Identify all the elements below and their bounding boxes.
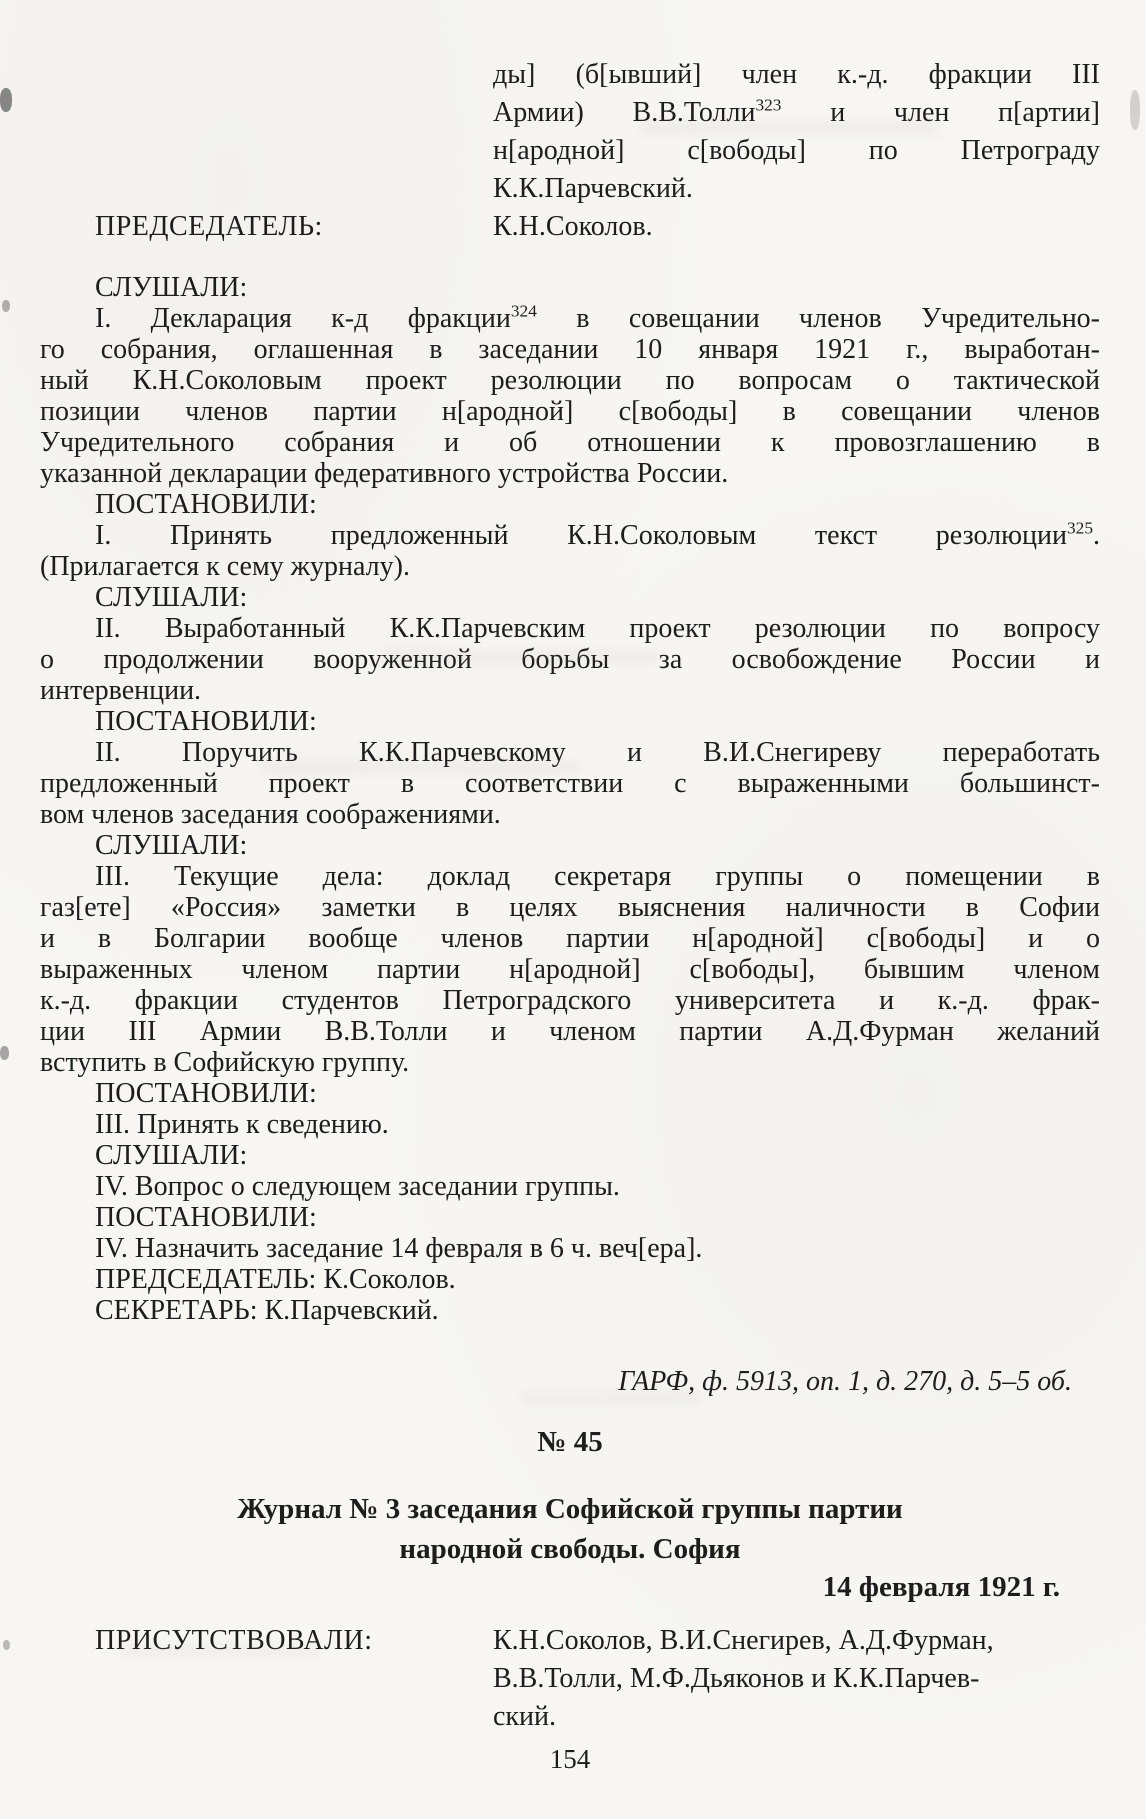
text-line: III. Принять к сведению. (95, 1109, 389, 1140)
archive-citation: ГАРФ, ф. 5913, оп. 1, д. 270, д. 5–5 об. (618, 1366, 1072, 1397)
text-line: к.-д. фракции студентов Петроградского университета и к.-д. фрак- (40, 985, 1100, 1016)
paragraph (40, 520, 1100, 582)
scan-speck (1130, 90, 1140, 130)
text-line: газ[ете] «Россия» заметки в целях выяснения наличности в Софии (40, 892, 1100, 923)
paragraph (40, 1109, 1100, 1140)
text-line: и в Болгарии вообще членов партии н[ародной] с[вободы] и о (40, 923, 1100, 954)
paragraph (40, 1140, 1100, 1171)
attendees-line: К.Н.Соколов, В.И.Снегирев, А.Д.Фурман, (493, 1625, 994, 1656)
text-line: СЛУШАЛИ: (95, 830, 248, 861)
scan-bleedthrough (120, 1645, 320, 1657)
text-line: СЛУШАЛИ: (95, 1140, 248, 1171)
attendees-block (40, 1622, 1100, 1736)
header-text-line: К.Н.Соколов. (493, 211, 653, 242)
text-line: ПРЕДСЕДАТЕЛЬ: К.Соколов. (95, 1264, 456, 1295)
paragraph (40, 1295, 1100, 1326)
text-line: вступить в Софийскую группу. (40, 1047, 410, 1078)
header-text-line: ды] (б[ывший] член к.-д. фракции III (493, 59, 1100, 90)
scan-bleedthrough (640, 120, 940, 136)
document-title (40, 1489, 1100, 1569)
text-line: I. Декларация к-д фракции$^{324}$ в совещании членов Учредительно- (95, 301, 1101, 334)
text-line: о продолжении вооруженной борьбы за освобождение России и (40, 644, 1100, 675)
scan-bleedthrough (380, 650, 660, 664)
paragraph (40, 1171, 1100, 1202)
text-line: (Прилагается к сему журналу). (40, 551, 410, 582)
paragraph (40, 582, 1100, 613)
paragraph (40, 706, 1100, 737)
scan-bleedthrough (260, 760, 580, 774)
scan-speck (0, 1046, 9, 1060)
paragraph (40, 1264, 1100, 1295)
text-line: ПОСТАНОВИЛИ: (95, 489, 317, 520)
paragraph (40, 830, 1100, 861)
attendees-label: ПРИСУТСТВОВАЛИ: (95, 1625, 373, 1656)
text-line: выраженных членом партии н[ародной] с[вободы], бывшим членом (40, 954, 1100, 985)
text-line: IV. Назначить заседание 14 февраля в 6 ч. веч[ера]. (95, 1233, 703, 1264)
text-line: ПОСТАНОВИЛИ: (95, 1202, 317, 1233)
paragraph (40, 489, 1100, 520)
paragraph (40, 1233, 1100, 1264)
paragraph (40, 861, 1100, 1078)
paragraph (40, 737, 1100, 830)
text-line: I. Принять предложенный К.Н.Соколовым текст резолюции$^{325}$. (95, 518, 1100, 551)
text-line: СЛУШАЛИ: (95, 582, 248, 613)
paragraph (40, 1202, 1100, 1233)
attendees-line: В.В.Толли, М.Ф.Дьяконов и К.К.Парчев- (493, 1663, 980, 1694)
document-number: № 45 (537, 1426, 603, 1458)
chairman-label: ПРЕДСЕДАТЕЛЬ: (95, 211, 323, 242)
header-text-line: К.К.Парчевский. (493, 173, 693, 204)
text-line: указанной декларации федеративного устройства России. (40, 458, 729, 489)
text-line: интервенции. (40, 675, 202, 706)
chairman-label-cell (40, 56, 493, 246)
header-text-line: Армии) В.В.Толли$^{323}$ и член п[артии] (493, 95, 1100, 128)
document-date: 14 февраля 1921 г. (822, 1571, 1060, 1603)
text-line: вом членов заседания соображениями. (40, 799, 501, 830)
document-title-line: народной свободы. София (399, 1533, 741, 1565)
text-line: предложенный проект в соответствии с выраженными большинст- (40, 768, 1100, 799)
page-number: 154 (549, 1744, 591, 1774)
scan-speck (0, 88, 12, 112)
text-line: II. Выработанный К.К.Парчевским проект резолюции по вопросу (95, 613, 1100, 644)
text-line: позиции членов партии н[ародной] с[вободы] в совещании членов (40, 396, 1100, 427)
text-line: IV. Вопрос о следующем заседании группы. (95, 1171, 620, 1202)
footnote-ref: 324 (510, 301, 537, 321)
continuation-text (493, 56, 1100, 246)
text-line: ный К.Н.Соколовым проект резолюции по вопросам о тактической (40, 365, 1100, 396)
document-body (40, 272, 1100, 1326)
text-line: Учредительного собрания и об отношении к провозглашению в (40, 427, 1100, 458)
text-line: ПОСТАНОВИЛИ: (95, 706, 317, 737)
header-text-line: н[ародной] с[вободы] по Петрограду (493, 135, 1100, 166)
scan-speck (3, 1640, 10, 1650)
attendees-names (493, 1622, 1100, 1736)
text-line: го собрания, оглашенная в заседании 10 января 1921 г., выработан- (40, 334, 1100, 365)
footnote-ref: 325 (1066, 518, 1093, 538)
paragraph (40, 272, 1100, 303)
text-line: ПОСТАНОВИЛИ: (95, 1078, 317, 1109)
document-title-line: Журнал № 3 заседания Софийской группы партии (237, 1493, 903, 1525)
text-line: ции III Армии В.В.Толли и членом партии А.Д.Фурман желаний (40, 1016, 1100, 1047)
scan-speck (2, 300, 10, 312)
footnote-ref: 323 (755, 95, 782, 115)
attendees-line: ский. (493, 1701, 556, 1732)
paragraph (40, 1078, 1100, 1109)
paragraph (40, 303, 1100, 489)
text-line: СЛУШАЛИ: (95, 272, 248, 303)
text-line: III. Текущие дела: доклад секретаря группы о помещении в (95, 861, 1100, 892)
text-line: II. Поручить К.К.Парчевскому и В.И.Снегиреву переработать (95, 737, 1100, 768)
scan-bleedthrough (520, 1392, 700, 1404)
chairman-block (40, 56, 1100, 246)
text-line: СЕКРЕТАРЬ: К.Парчевский. (95, 1295, 439, 1326)
